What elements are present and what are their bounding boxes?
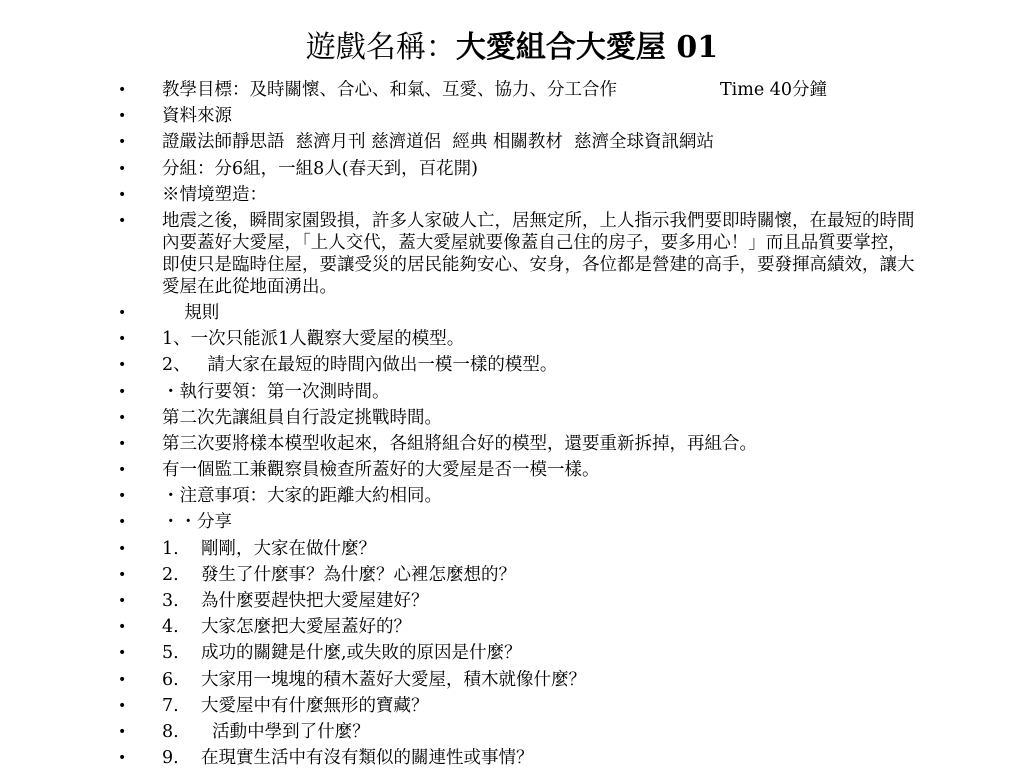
list-item-text: ※情境塑造： — [162, 184, 267, 205]
bullet-icon: • — [118, 697, 127, 714]
list-item — [0, 381, 1024, 407]
bullet-icon: • — [118, 671, 127, 688]
list-item — [0, 747, 1024, 773]
list-item — [0, 538, 1024, 564]
list-item-text: 2、 請大家在最短的時間內做出一模一樣的模型。 — [162, 355, 558, 376]
bullet-icon: • — [118, 566, 127, 583]
list-item-text: 第二次先讓組員自行設定挑戰時間。 — [162, 407, 442, 428]
list-item-text: 證嚴法師靜思語 慈濟月刊 慈濟道侶 經典 相關教材 慈濟全球資訊網站 — [162, 132, 714, 153]
list-item — [0, 616, 1024, 642]
time-label: Time 40分鐘 — [720, 80, 828, 100]
list-item-text: 有一個監工兼觀察員檢查所蓋好的大愛屋是否一模一樣。 — [162, 460, 600, 481]
list-item — [0, 564, 1024, 590]
bullet-icon: • — [118, 619, 127, 636]
list-item — [0, 328, 1024, 354]
list-item-text: 8. 活動中學到了什麼？ — [162, 721, 370, 742]
list-item-text: 1. 剛剛，大家在做什麼？ — [162, 538, 376, 559]
bullet-icon: • — [118, 409, 127, 426]
list-item — [0, 131, 1024, 157]
title-label: 遊戲名稱： — [305, 30, 456, 65]
bullet-icon: • — [118, 82, 127, 98]
list-item-text: 1、一次只能派1人觀察大愛屋的模型。 — [162, 329, 465, 350]
list-item — [0, 302, 1024, 328]
list-item — [0, 210, 1024, 302]
list-item-text: 5. 成功的關鍵是什麼,或失敗的原因是什麼？ — [162, 643, 522, 664]
list-item — [0, 485, 1024, 511]
list-item-text: ・注意事項：大家的距離大約相同。 — [162, 486, 442, 507]
list-item-text: 分組：分6組，一組8人(春天到，百花開) — [162, 158, 478, 179]
list-item-text: 2. 發生了什麼事？為什麼？心裡怎麼想的？ — [162, 564, 516, 585]
list-item — [0, 354, 1024, 380]
bullet-icon: • — [118, 462, 127, 479]
game-name: 大愛組合大愛屋 01 — [455, 30, 719, 65]
bullet-list — [0, 79, 1024, 773]
list-item — [0, 433, 1024, 459]
list-item — [0, 158, 1024, 184]
list-item-text: 教學目標：及時關懷、合心、和氣、互愛、協力、分工合作 — [162, 80, 617, 100]
list-item — [0, 642, 1024, 668]
bullet-icon: • — [118, 750, 127, 767]
list-item-text: 地震之後，瞬間家園毀損，許多人家破人亡，居無定所，上人指示我們要即時關懷，在最短的時間內要蓋好大愛屋，「上人交代，蓋大愛屋就要像蓋自己住的房子，要多用心！」而且品質要掌控，即使只是臨時住屋，要讓受災的居民能夠安心、安身，各位都是營建的高手，要發揮高績效，讓大愛屋在此從地面湧出。 — [162, 210, 915, 297]
bullet-icon: • — [118, 488, 127, 505]
bullet-icon: • — [118, 723, 127, 740]
bullet-icon: • — [118, 212, 127, 229]
bullet-icon: • — [118, 186, 127, 203]
bullet-icon: • — [118, 357, 127, 374]
list-item — [0, 721, 1024, 747]
list-item-text: ・執行要領：第一次測時間。 — [162, 381, 390, 402]
list-item-text: 資料來源 — [162, 106, 232, 127]
bullet-icon: • — [118, 134, 127, 151]
list-item-text: 4. 大家怎麼把大愛屋蓋好的？ — [162, 617, 411, 638]
list-item-text: 9. 在現實生活中有沒有類似的關連性或事情？ — [162, 748, 534, 769]
list-item — [0, 105, 1024, 131]
bullet-icon: • — [118, 160, 127, 177]
list-item-text: 規則 — [162, 302, 220, 323]
bullet-icon: • — [118, 304, 127, 321]
bullet-icon: • — [118, 435, 127, 452]
list-item — [0, 184, 1024, 210]
bullet-icon: • — [118, 331, 127, 348]
bullet-icon: • — [118, 108, 127, 125]
list-item — [0, 407, 1024, 433]
list-item — [0, 695, 1024, 721]
list-item-text: 第三次要將樣本模型收起來，各組將組合好的模型，還要重新拆掉，再組合。 — [162, 433, 757, 454]
bullet-icon: • — [118, 645, 127, 662]
list-item-text: ・・分享 — [162, 512, 232, 533]
bullet-icon: • — [118, 540, 127, 557]
list-item — [0, 79, 1024, 105]
list-item — [0, 459, 1024, 485]
list-item-text: 6. 大家用一塊塊的積木蓋好大愛屋，積木就像什麼？ — [162, 669, 586, 690]
list-item-text: 7. 大愛屋中有什麼無形的寶藏？ — [162, 695, 429, 716]
list-item — [0, 669, 1024, 695]
bullet-icon: • — [118, 593, 127, 609]
bullet-icon: • — [118, 383, 127, 400]
list-item — [0, 590, 1024, 616]
page-title — [0, 28, 1024, 68]
bullet-icon: • — [118, 514, 127, 531]
list-item — [0, 511, 1024, 537]
list-item-text: 3. 為什麼要趕快把大愛屋建好？ — [162, 591, 429, 611]
